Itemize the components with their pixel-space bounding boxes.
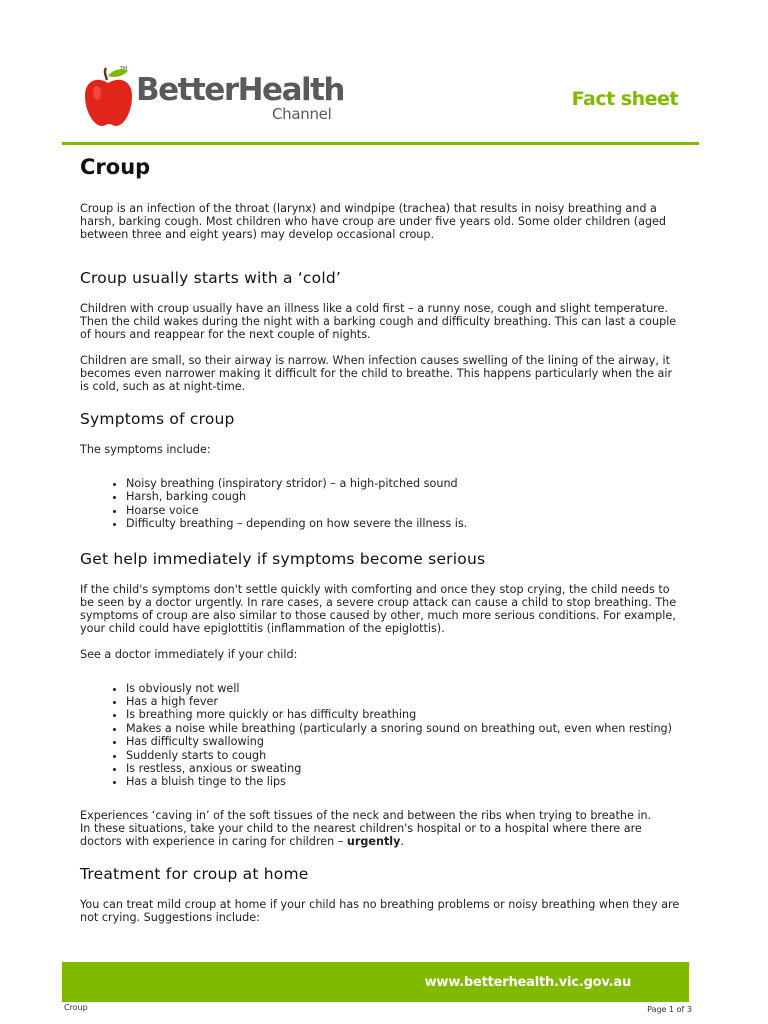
page-title: Croup [80,155,151,179]
section-heading-serious: Get help immediately if symptoms become serious [80,549,486,568]
cold-paragraph-2: Children are small, so their airway is narrow. When infection causes swelling of the lining of the airway, it becomes even narrower making it difficult for the child to breathe. This happens particularly when the air is cold, such as at night-time. [80,354,673,393]
doctor-lead: See a doctor immediately if your child: [80,647,298,661]
website-link[interactable]: www.betterhealth.vic.gov.au [424,975,631,990]
brand-subtitle: Channel [272,105,332,123]
list-item: • Has a high fever [126,695,680,708]
footer-doc-title: Croup [64,1003,88,1012]
section-heading-symptoms: Symptoms of croup [80,410,235,428]
list-item: • Noisy breathing (inspiratory stridor) – a high-pitched sound [126,477,680,490]
list-item: • Is obviously not well [126,682,680,695]
footer-banner [62,962,689,1002]
list-item: • Harsh, barking cough [126,490,680,503]
list-item: • Has a bluish tinge to the lips [126,775,680,788]
list-item: • Makes a noise while breathing (particularly a snoring sound on breathing out, even when resting) [126,722,680,735]
list-item: • Is breathing more quickly or has difficulty breathing [126,708,680,721]
hospital-paragraph [80,822,680,848]
trademark-mark: TM [120,66,128,72]
urgently-emphasis: urgently [346,834,401,848]
brand-name: BetterHealth [136,72,345,108]
hospital-text-end: . [400,834,405,848]
better-health-logo[interactable] [84,66,384,128]
doctor-signs-list [80,682,680,789]
list-item: • Suddenly starts to cough [126,749,680,762]
list-item: • Has difficulty swallowing [126,735,680,748]
symptoms-list [80,477,680,531]
section-heading-cold: Croup usually starts with a ‘cold’ [80,269,342,287]
intro-paragraph: Croup is an infection of the throat (larynx) and windpipe (trachea) that results in noisy breathing and a harsh, barking cough. Most children who have croup are under five years old. Some older children (aged between three and eight years) may develop occasional croup. [80,202,667,241]
cold-paragraph-1: Children with croup usually have an illness like a cold first – a runny nose, cough and slight temperature. Then the child wakes during the night with a barking cough and difficulty breathing. This can last a couple of hours and reappear for the next couple of nights. [80,302,677,341]
list-item: • Difficulty breathing – depending on how severe the illness is. [126,517,680,530]
caving-in-paragraph: Experiences ‘caving in’ of the soft tissues of the neck and between the ribs when trying to breathe in. [80,808,652,822]
list-item: • Is restless, anxious or sweating [126,762,680,775]
header-divider [62,142,699,145]
fact-sheet-label: Fact sheet [571,88,678,110]
section-heading-treatment: Treatment for croup at home [80,864,309,883]
treatment-paragraph: You can treat mild croup at home if your child has no breathing problems or noisy breathing when they are not crying. Suggestions include: [80,897,680,924]
apple-icon [84,66,134,128]
serious-paragraph-1: If the child's symptoms don't settle quickly with comforting and once they stop crying, the child needs to be seen by a doctor urgently. In rare cases, a severe croup attack can cause a child to stop breathing. The symptoms of croup are also similar to those caused by other, much more serious conditions. For example, your child could have epiglottitis (inflammation of the epiglottis). [80,582,677,635]
page-number: Page 1 of 3 [647,1005,692,1014]
symptoms-lead: The symptoms include: [80,443,211,456]
hospital-text: In these situations, take your child to the nearest children's hospital or to a hospital where there are doctors with experience in caring for children – [80,821,642,848]
article-body [80,154,680,937]
list-item: • Hoarse voice [126,504,680,517]
